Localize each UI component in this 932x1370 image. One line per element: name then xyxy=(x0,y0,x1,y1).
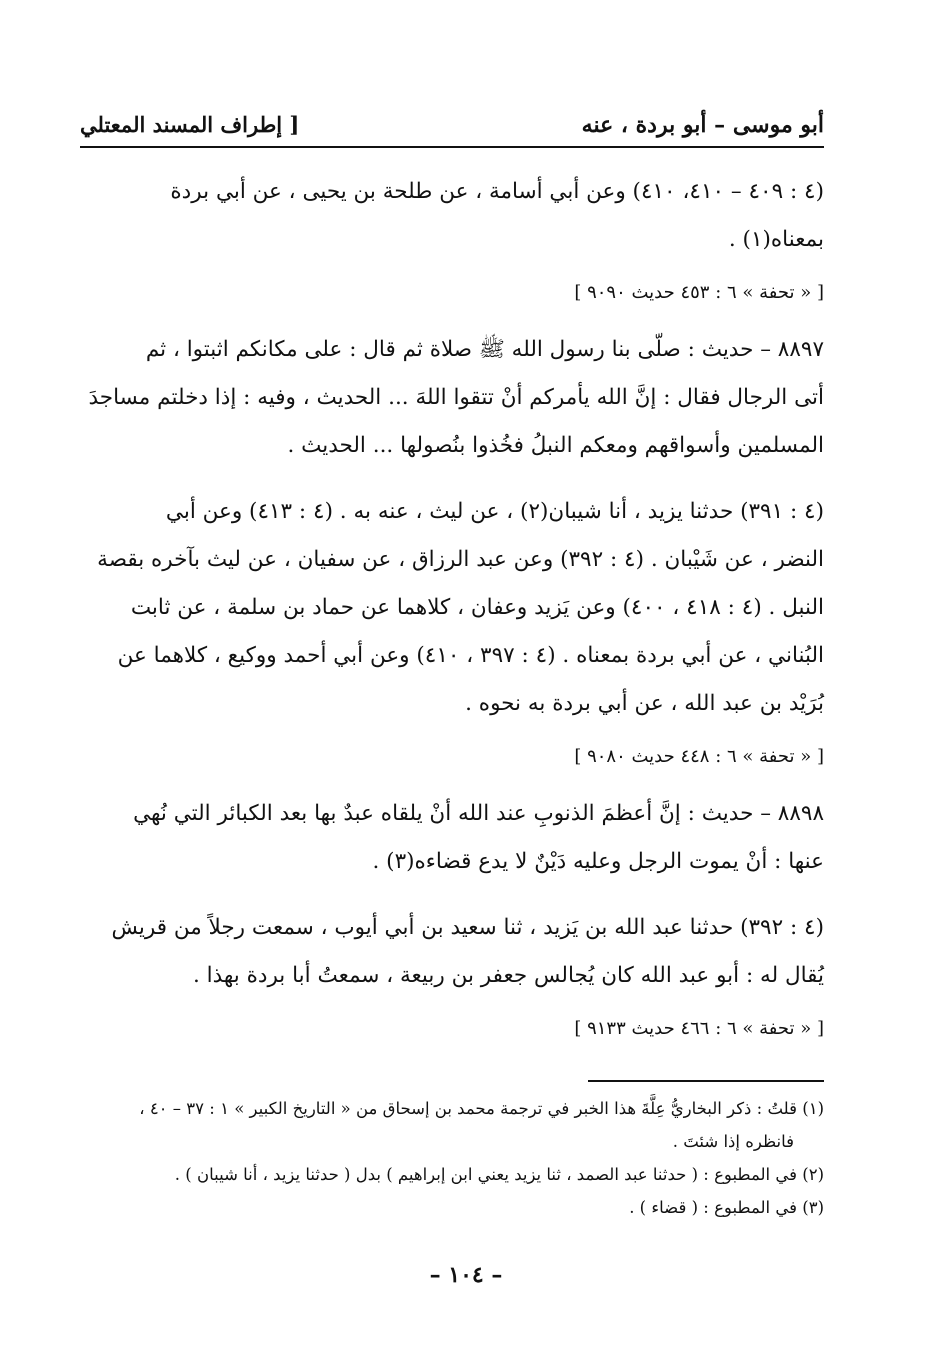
tuhfa-reference: [ « تحفة » ٦ : ٤٦٦ حديث ٩١٣٣ ] xyxy=(574,1018,824,1039)
isnad-line: النضر ، عن شَيْبان . (٤ : ٣٩٢) وعن عبد الرزاق ، عن سفيان ، عن ليث بآخره بقصة xyxy=(97,547,824,572)
isnad-line: (٤ : ٣٩١) حدثنا يزيد ، أنا شيبان(٢) ، عن ليث ، عنه به . (٤ : ٤١٣) وعن أبي xyxy=(165,499,824,524)
tuhfa-reference: [ « تحفة » ٦ : ٤٥٣ حديث ٩٠٩٠ ] xyxy=(574,282,824,303)
footnotes xyxy=(80,1092,824,1224)
running-header xyxy=(80,110,824,148)
hadith-8897-line: أتى الرجال فقال : إنَّ الله يأمركم أنْ تتقوا اللهَ ... الحديث ، وفيه : إذا دخلتم مساجدَ xyxy=(88,385,824,410)
footnote-line: (٣) في المطبوع : ( قضاء ) . xyxy=(629,1198,824,1217)
page-number: – ١٠٤ – xyxy=(429,1262,503,1288)
footnote-line: فانظره إذا شئتَ . xyxy=(672,1132,794,1151)
isnad-line: النبل . (٤ : ٤١٨ ، ٤٠٠) وعن يَزيد وعفان ، كلاهما عن حماد بن سلمة ، عن ثابت xyxy=(130,595,824,620)
hadith-8898-line: ٨٨٩٨ – حديث : إنَّ أعظمَ الذنوبِ عند الله أنْ يلقاه عبدٌ بها بعد الكبائر التي نُهي xyxy=(133,801,824,826)
isnad-line: البُناني ، عن أبي بردة بمعناه . (٤ : ٣٩٧ ، ٤١٠) وعن أبي أحمد ووكيع ، كلاهما عن xyxy=(117,643,824,668)
hadith-8898-line: عنها : أنْ يموت الرجل وعليه دَيْنٌ لا يدع قضاءه(٣) . xyxy=(372,849,824,874)
hadith-8897-line: المسلمين وأسواقهم ومعكم النبلُ فخُذوا بنُصولها ... الحديث . xyxy=(287,433,824,458)
paragraph-line: بمعناه(١) . xyxy=(728,227,824,252)
footnote-line: (١) قلتُ : ذكر البخاريُّ عِلَّةَ هذا الخبر في ترجمة محمد بن إسحاق من « التاريخ الكبير » ١ : ٣٧ – ٤٠ ، xyxy=(139,1099,824,1118)
isnad-line: بُرَيْد بن عبد الله ، عن أبي بردة به نحوه . xyxy=(465,691,824,716)
footnote-separator xyxy=(588,1080,824,1082)
tuhfa-reference: [ « تحفة » ٦ : ٤٤٨ حديث ٩٠٨٠ ] xyxy=(574,746,824,767)
isnad-line: (٤ : ٣٩٢) حدثنا عبد الله بن يَزيد ، ثنا سعيد بن أبي أيوب ، سمعت رجلاً من قريش xyxy=(111,915,824,940)
hadith-8897-line: ٨٨٩٧ – حديث : صلّى بنا رسول الله ﷺ صلاة ثم قال : على مكانكم اثبتوا ، ثم xyxy=(145,337,824,362)
spacer xyxy=(80,470,824,488)
header-section-title: أبو موسى – أبو بردة ، عنه xyxy=(581,112,824,138)
isnad-line: يُقال له : أبو عبد الله كان يُجالس جعفر بن ربيعة ، سمعتُ أبا بردة بهذا . xyxy=(192,963,824,988)
header-book-title: [ إطراف المسند المعتلي xyxy=(80,112,300,137)
footnote-line: (٢) في المطبوع : ( حدثنا عبد الصمد ، ثنا يزيد يعني ابن إبراهيم ) بدل ( حدثنا يزيد ، أنا شيبان ) . xyxy=(174,1165,824,1184)
spacer xyxy=(80,886,824,904)
paragraph-line: (٤ : ٤٠٩ – ٤١٠، ٤١٠) وعن أبي أسامة ، عن طلحة بن يحيى ، عن أبي بردة xyxy=(170,179,824,204)
main-text xyxy=(80,168,824,1062)
